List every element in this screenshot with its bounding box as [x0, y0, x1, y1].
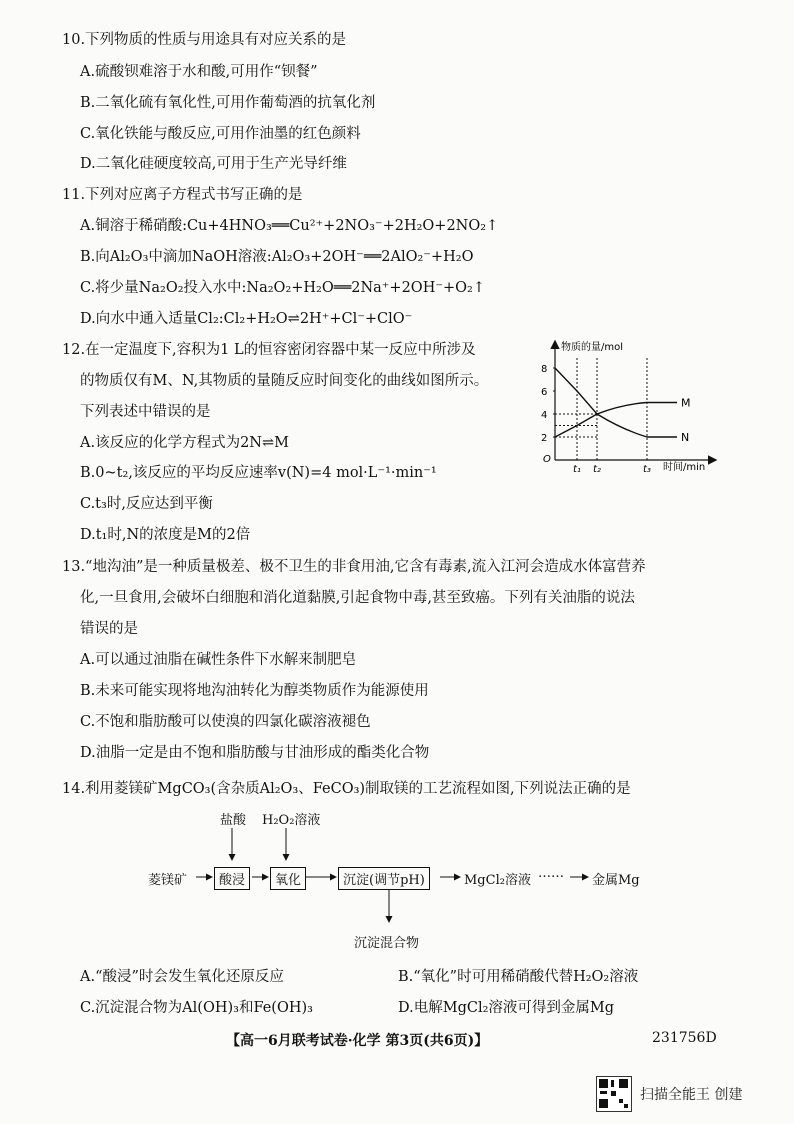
y-tick-label: 2 [541, 433, 548, 444]
x-tick-label: t₂ [593, 464, 601, 475]
flow-start: 菱镁矿 [148, 873, 188, 888]
x-tick-label: t₁ [573, 464, 581, 475]
flow-step-oxidize: 氧化 [270, 867, 306, 890]
q13-option-a: A.可以通过油脂在碱性条件下水解来制肥皂 [80, 652, 357, 668]
q13-option-b: B.未来可能实现将地沟油转化为醇类物质作为能源使用 [80, 683, 429, 699]
q11-option-b: B.向Al₂O₃中滴加NaOH溶液:Al₂O₃+2OH⁻══2AlO₂⁻+H₂O [80, 249, 474, 265]
origin-label: O [543, 454, 551, 465]
q11-option-d: D.向水中通入适量Cl₂:Cl₂+H₂O⇌2H⁺+Cl⁻+ClO⁻ [80, 311, 413, 327]
q10-option-b: B.二氧化硫有氧化性,可用作葡萄酒的抗氧化剂 [80, 95, 376, 111]
q14-stem: 14.利用菱镁矿MgCO₃(含杂质Al₂O₃、FeCO₃)制取镁的工艺流程如图,下列说法正确的是 [62, 781, 631, 797]
scanner-watermark-text: 扫描全能王 创建 [640, 1087, 743, 1103]
y-tick-label: 8 [541, 364, 548, 375]
q14-option-d: D.电解MgCl₂溶液可得到金属Mg [398, 1000, 615, 1016]
q12-option-a: A.该反应的化学方程式为2N⇌M [80, 435, 289, 451]
flow-product-mg: 金属Mg [592, 873, 640, 888]
q13-option-d: D.油脂一定是由不饱和脂肪酸与甘油形成的酯类化合物 [80, 745, 430, 761]
q13-option-c: C.不饱和脂肪酸可以使溴的四氯化碳溶液褪色 [80, 714, 371, 730]
q11-option-a: A.铜溶于稀硝酸:Cu+4HNO₃══Cu²⁺+2NO₃⁻+2H₂O+2NO₂↑ [80, 218, 499, 234]
flow-step-acid-leach: 酸浸 [214, 867, 250, 890]
q12-stem-line2: 的物质仅有M、N,其物质的量随反应时间变化的曲线如图所示。 [80, 373, 489, 389]
q11-option-c: C.将少量Na₂O₂投入水中:Na₂O₂+H₂O══2Na⁺+2OH⁻+O₂↑ [80, 280, 485, 296]
series-label-m: M [681, 396, 691, 410]
q10-option-d: D.二氧化硅硬度较高,可用于生产光导纤维 [80, 156, 347, 172]
q12-option-c: C.t₃时,反应达到平衡 [80, 496, 213, 512]
flow-step-precipitate: 沉淀(调节pH) [338, 867, 430, 890]
q12-option-b: B.0~t₂,该反应的平均反应速率v(N)=4 mol·L⁻¹·min⁻¹ [80, 465, 437, 481]
q12-stem-line3: 下列表述中错误的是 [80, 404, 211, 420]
q13-stem-line3: 错误的是 [80, 621, 138, 637]
qr-code-icon [596, 1076, 632, 1112]
flow-reagent-hcl: 盐酸 [220, 813, 247, 828]
q13-stem-line2: 化,一旦食用,会破坏白细胞和消化道黏膜,引起食物中毒,甚至致癌。下列有关油脂的说法 [80, 590, 635, 606]
q10-option-a: A.硫酸钡难溶于水和酸,可用作“钡餐” [80, 64, 318, 80]
y-tick-label: 6 [541, 387, 548, 398]
page-footer-title: 【高一6月联考试卷·化学 第3页(共6页)】 [226, 1033, 489, 1049]
y-axis-label: 物质的量/mol [561, 342, 624, 353]
q10-stem: 10.下列物质的性质与用途具有对应关系的是 [62, 32, 347, 48]
q12-stem-line1: 12.在一定温度下,容积为1 L的恒容密闭容器中某一反应中所涉及 [62, 342, 476, 358]
q10-option-c: C.氧化铁能与酸反应,可用作油墨的红色颜料 [80, 126, 361, 142]
q12-option-d: D.t₁时,N的浓度是M的2倍 [80, 527, 251, 543]
q14-option-a: A.“酸浸”时会发生氧化还原反应 [80, 969, 284, 985]
x-axis-label: 时间/min [663, 462, 706, 473]
q11-stem: 11.下列对应离子方程式书写正确的是 [62, 187, 303, 203]
flow-product-mgcl2: MgCl₂溶液 [464, 873, 531, 888]
q14-option-c: C.沉淀混合物为Al(OH)₃和Fe(OH)₃ [80, 1000, 313, 1016]
flow-dots: …… [538, 866, 564, 881]
page-footer-code: 231756D [652, 1030, 717, 1046]
flow-reagent-h2o2: H₂O₂溶液 [262, 813, 321, 828]
q14-option-b: B.“氧化”时可用稀硝酸代替H₂O₂溶液 [398, 969, 639, 985]
x-tick-label: t₃ [643, 464, 651, 475]
q13-stem-line1: 13.“地沟油”是一种质量极差、极不卫生的非食用油,它含有毒素,流入江河会造成水体富营养 [62, 559, 646, 575]
flow-byproduct: 沉淀混合物 [354, 936, 420, 951]
series-label-n: N [681, 431, 690, 444]
y-tick-label: 4 [541, 410, 548, 421]
